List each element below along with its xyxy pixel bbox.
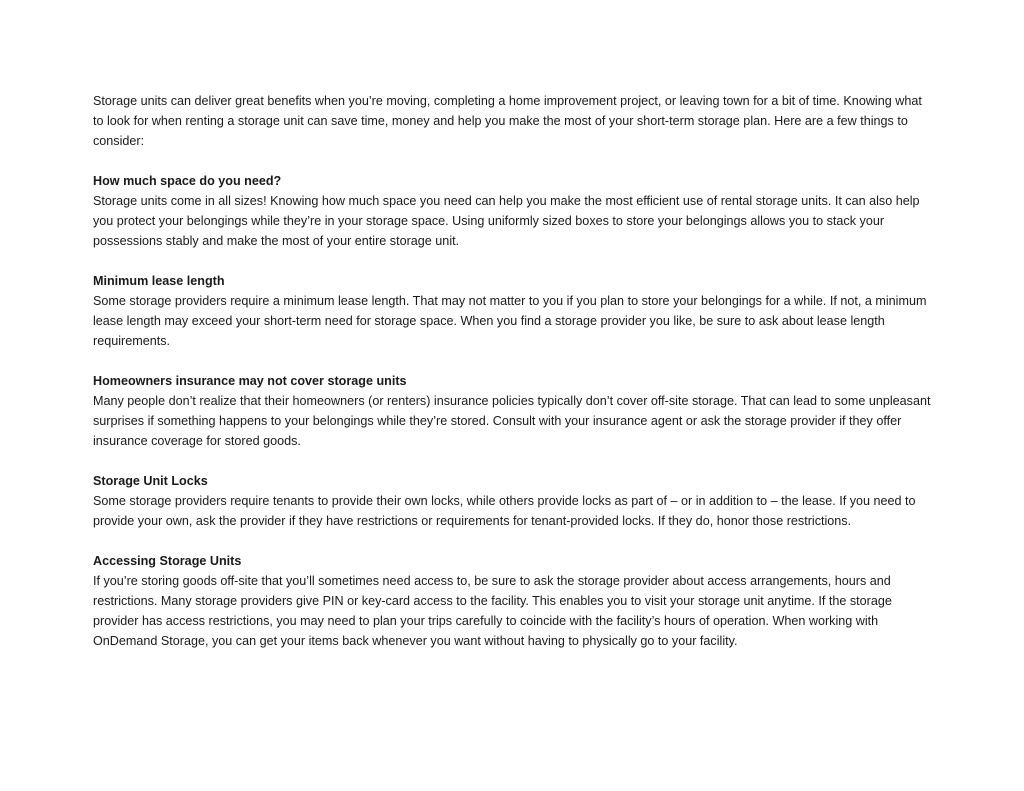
intro-paragraph: Storage units can deliver great benefits when you’re moving, completing a home improvement project, or leaving town for a bit of time. Knowing what to look for when renting a storage unit can save time, money and help you make the most of your short-term storage plan. Here are a few things to consider: <box>93 94 922 148</box>
section-body-space: Storage units come in all sizes! Knowing how much space you need can help you make the most efficient use of rental storage units. It can also help you protect your belongings while they’re in your storage space. Using uniformly sized boxes to store your belongings allows you to stack your possessions stably and make the most of your entire storage unit. <box>93 194 920 248</box>
section-body-lease: Some storage providers require a minimum lease length. That may not matter to you if you plan to store your belongings for a while. If not, a minimum lease length may exceed your short-term need for storage space. When you find a storage provider you like, be sure to ask about lease length requirements. <box>93 294 927 348</box>
section-body-access: If you’re storing goods off-site that you’ll sometimes need access to, be sure to ask the storage provider about access arrangements, hours and restrictions. Many storage providers give PIN or key-card access to the facility. This enables you to visit your storage unit anytime. If the storage provider has access restrictions, you may need to plan your trips carefully to coincide with the facility’s hours of operation. When working with OnDemand Storage, you can get your items back whenever you want without having to physically go to your facility. <box>93 574 892 648</box>
section-heading-access: Accessing Storage Units <box>93 554 242 568</box>
section-locks <box>93 471 933 531</box>
section-heading-space: How much space do you need? <box>93 174 282 188</box>
section-insurance <box>93 371 933 451</box>
section-lease <box>93 271 933 351</box>
section-body-insurance: Many people don’t realize that their homeowners (or renters) insurance policies typically don’t cover off-site storage. That can lead to some unpleasant surprises if something happens to your belongings while they’re stored. Consult with your insurance agent or ask the storage provider if they offer insurance coverage for stored goods. <box>93 394 931 448</box>
section-body-locks: Some storage providers require tenants to provide their own locks, while others provide locks as part of – or in addition to – the lease. If you need to provide your own, ask the provider if they have restrictions or requirements for tenant-provided locks. If they do, honor those restrictions. <box>93 494 916 528</box>
section-access <box>93 551 933 651</box>
section-heading-locks: Storage Unit Locks <box>93 474 208 488</box>
section-heading-lease: Minimum lease length <box>93 274 225 288</box>
document-page <box>93 91 933 671</box>
section-heading-insurance: Homeowners insurance may not cover storage units <box>93 374 407 388</box>
section-space <box>93 171 933 251</box>
